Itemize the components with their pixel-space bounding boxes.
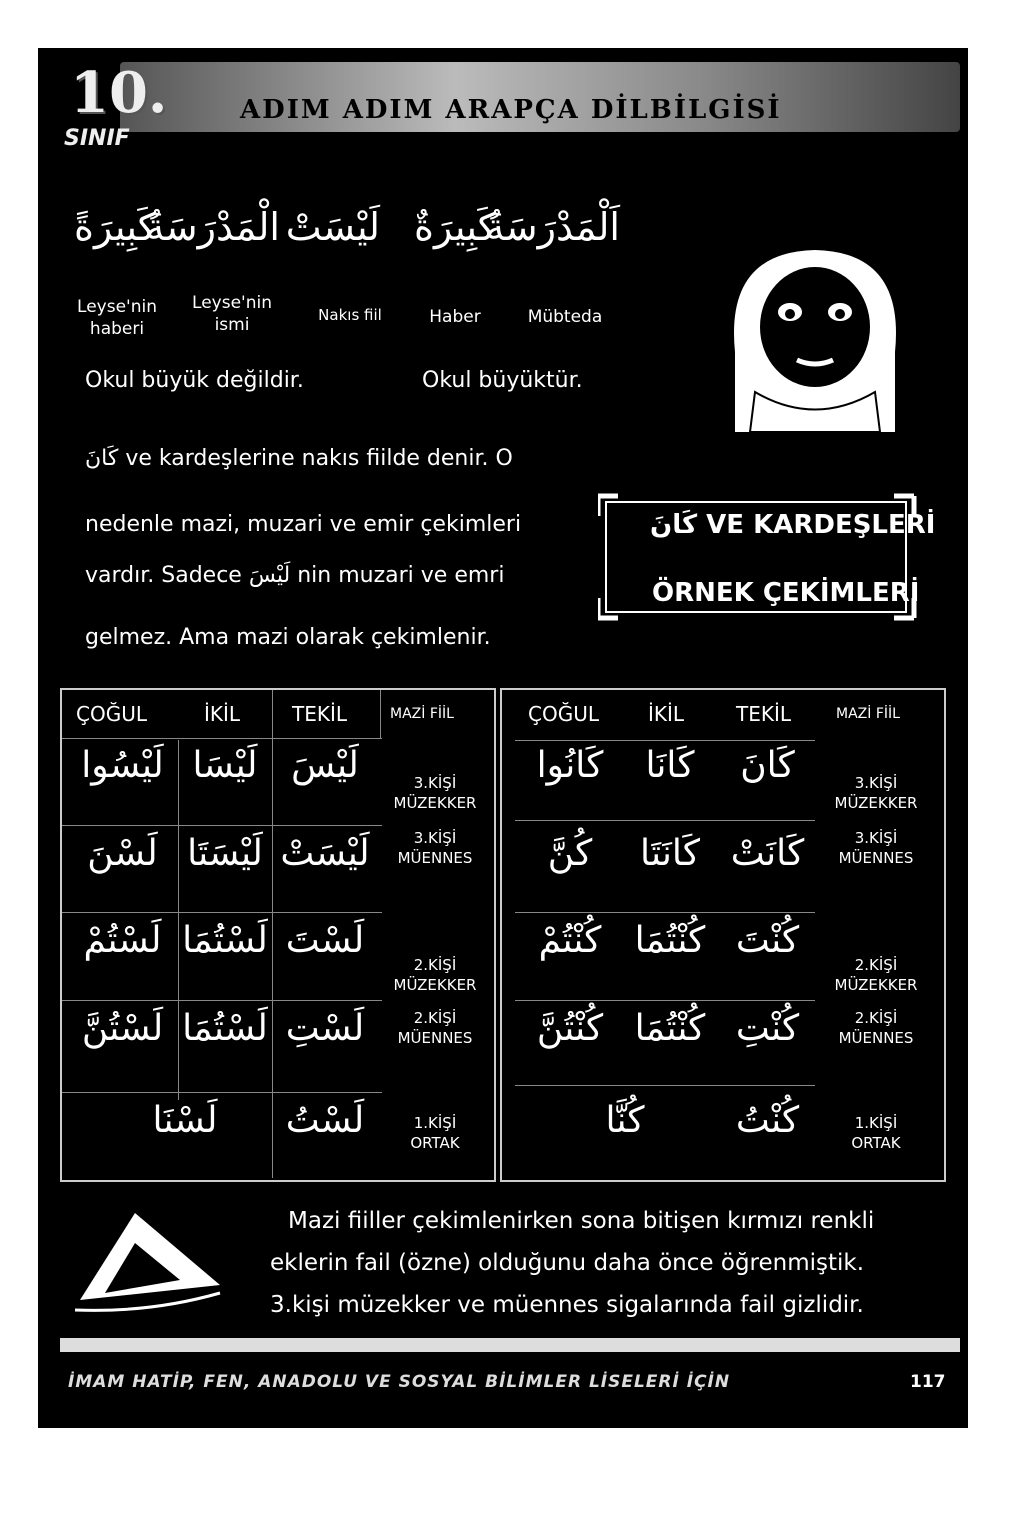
header-plural: ÇOĞUL [528, 702, 599, 726]
person-label: 3.KİŞİ [854, 774, 898, 792]
conjugation-cell: كُنْتُمَا [634, 1008, 706, 1049]
header-mazi: MAZİ FİİL [836, 706, 900, 722]
conjugation-cell: كُنْتَ [735, 920, 800, 961]
gender-label: MÜENNES [397, 1029, 473, 1048]
person-label: 2.KİŞİ [854, 956, 898, 974]
explanation-line: vardır. Sadece [85, 563, 242, 588]
gender-label: MÜZEKKER [393, 794, 477, 813]
conjugation-cell: كُنْتُمْ [538, 920, 602, 961]
footer-text: İMAM HATİP, FEN, ANADOLU VE SOSYAL BİLİMLER LİSELERİ İÇİN [68, 1372, 731, 1392]
person-label: 1.KİŞİ [413, 1114, 457, 1132]
header-plural: ÇOĞUL [76, 702, 147, 726]
kana-word: كَانَ [650, 510, 698, 540]
conjugation-cell: لَيْسَ [291, 745, 359, 786]
conjugation-cell: لَسْتُمَا [182, 1008, 268, 1049]
conjugation-cell: كُنْتُ [735, 1100, 800, 1141]
warning-icon [70, 1205, 230, 1315]
footer-bar [60, 1338, 960, 1352]
gender-label: MÜENNES [838, 849, 914, 868]
grammar-label: Haber [429, 307, 481, 327]
person-label: 2.KİŞİ [413, 956, 457, 974]
conjugation-cell: لَسْتُنَّ [81, 1008, 164, 1049]
conjugation-cell: لَيْسُوا [81, 745, 164, 786]
conjugation-cell: لَسْتُ [285, 1100, 365, 1141]
conjugation-cell: كَانُوا [536, 745, 604, 786]
translation-negative: Okul büyük değildir. [85, 368, 304, 393]
grade-number: 10. [70, 60, 168, 126]
note-line: 3.kişi müzekker ve müennes sigalarında fail gizlidir. [270, 1292, 864, 1318]
conjugation-cell: لَسْنَا [152, 1100, 218, 1141]
arabic-word: لَيْسَتْ [285, 205, 380, 249]
grammar-label: Leyse'nin ismi [192, 293, 272, 336]
arabic-word: الْمَدْرَسَةُ [145, 205, 280, 249]
gender-label: MÜZEKKER [393, 976, 477, 995]
kana-word: كَانَ [85, 446, 119, 471]
gender-label: MÜZEKKER [834, 976, 918, 995]
arabic-word: اَلْمَدْرَسَةُ [485, 205, 620, 249]
box-title: VE KARDEŞLERİ [706, 510, 936, 540]
header-mazi: MAZİ FİİL [390, 706, 454, 722]
person-label: 2.KİŞİ [413, 1009, 457, 1027]
person-label: 1.KİŞİ [854, 1114, 898, 1132]
conjugation-cell: لَسْنَ [87, 833, 158, 874]
gender-label: ORTAK [410, 1134, 460, 1153]
grammar-label: Mübteda [527, 307, 603, 327]
header-singular: TEKİL [292, 702, 348, 726]
book-title: ADIM ADIM ARAPÇA DİLBİLGİSİ [240, 95, 782, 125]
explanation-line: gelmez. Ama mazi olarak çekimlenir. [85, 625, 491, 650]
box-subtitle: ÖRNEK ÇEKİMLERİ [652, 578, 920, 608]
conjugation-cell: لَسْتِ [285, 1008, 365, 1049]
grammar-label: Nakıs fiil [318, 306, 382, 324]
header-dual: İKİL [204, 702, 241, 726]
header-dual: İKİL [648, 702, 685, 726]
note-line: Mazi fiiller çekimlenirken sona bitişen kırmızı renkli [288, 1208, 875, 1234]
person-label: 3.KİŞİ [854, 829, 898, 847]
girl-illustration [715, 242, 915, 437]
explanation-line: ve kardeşlerine nakıs fiilde denir. O [125, 446, 513, 471]
conjugation-cell: كُنَّ [547, 833, 593, 874]
grammar-label: Leyse'nin haberi [77, 297, 157, 340]
conjugation-cell: كَانَتْ [730, 833, 805, 874]
conjugation-cell: كُنْتِ [735, 1008, 800, 1049]
grade-label: SINIF [64, 126, 130, 151]
person-label: 3.KİŞİ [413, 774, 457, 792]
conjugation-cell: كَانَ [740, 745, 795, 786]
translation-positive: Okul büyüktür. [422, 368, 583, 393]
conjugation-cell: لَسْتُمَا [182, 920, 268, 961]
note-line: eklerin fail (özne) olduğunu daha önce öğrenmiştik. [270, 1250, 865, 1276]
gender-label: MÜZEKKER [834, 794, 918, 813]
laysa-word: لَيْسَ [248, 563, 291, 588]
conjugation-cell: كَانَا [645, 745, 695, 786]
conjugation-cell: كُنَّا [605, 1100, 645, 1141]
person-label: 3.KİŞİ [413, 829, 457, 847]
conjugation-cell: كُنْتُمَا [634, 920, 706, 961]
gender-label: MÜENNES [838, 1029, 914, 1048]
conjugation-cell: لَسْتُمْ [83, 920, 162, 961]
page-number: 117 [910, 1372, 946, 1392]
conjugation-cell: لَسْتَ [285, 920, 365, 961]
conjugation-cell: كُنْتُنَّ [536, 1008, 604, 1049]
arabic-word: كَبِيرَةً [74, 205, 156, 249]
conjugation-cell: لَيْسَتَا [187, 833, 263, 874]
conjugation-cell: لَيْسَا [192, 745, 258, 786]
explanation-line: nedenle mazi, muzari ve emir çekimleri [85, 512, 522, 537]
person-label: 2.KİŞİ [854, 1009, 898, 1027]
gender-label: ORTAK [851, 1134, 901, 1153]
explanation-line: nin muzari ve emri [297, 563, 505, 588]
conjugation-cell: لَيْسَتْ [280, 833, 370, 874]
arabic-word: كَبِيرَةٌ [414, 205, 496, 249]
header-singular: TEKİL [736, 702, 792, 726]
gender-label: MÜENNES [397, 849, 473, 868]
conjugation-cell: كَانَتَا [640, 833, 700, 874]
